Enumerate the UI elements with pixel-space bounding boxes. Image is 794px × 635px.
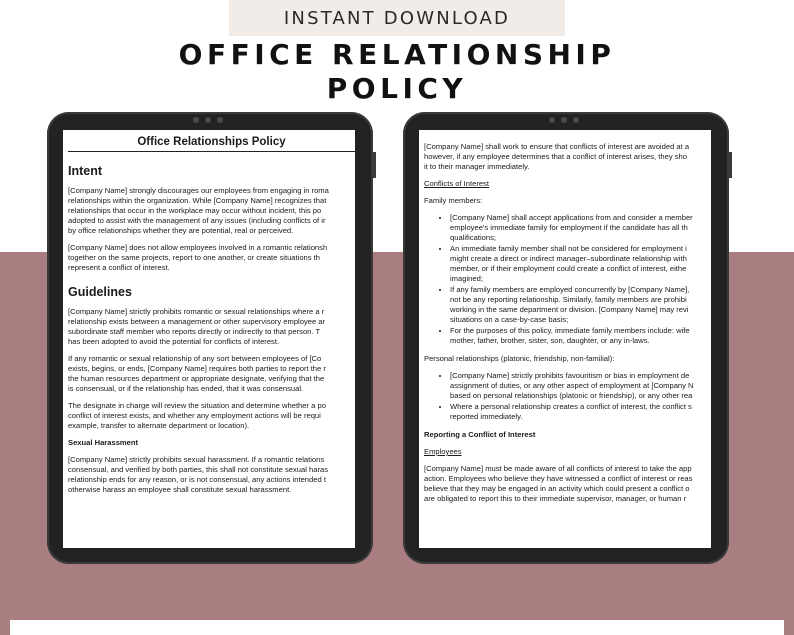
instant-download-banner (229, 0, 565, 36)
page-title-line-2: POLICY (326, 72, 468, 105)
text-line: • If any family members are employed concurrently by [Company Name], (450, 285, 690, 294)
text-line: • [Company Name] strictly prohibits favouritism or bias in employment de (450, 371, 690, 380)
right-document (424, 142, 711, 511)
camera-dot (217, 117, 223, 123)
text-line: are obligated to report this to their immediate supervisor, manager, or human r (424, 494, 687, 503)
text-line: example, transfer to alternate department or location). (68, 421, 250, 430)
text-line: might create a direct or indirect manager–subordinate relationship with (450, 254, 687, 263)
text-line: together on the same projects, report to one another, or create situations th (68, 253, 321, 262)
guidelines-paragraph-2 (68, 354, 355, 394)
text-line: [Company Name] must be made aware of all conflicts of interest to take the app (424, 464, 692, 473)
text-line: employee's immediate family for employment if the candidate has all th (450, 223, 688, 232)
text-line: relationships that occur in the workplace may occur without incident, this po (68, 206, 322, 215)
text-line: reported immediately. (450, 412, 523, 421)
text-line: relationship ends for any reason, or is not consensual, any actions intended t (68, 475, 326, 484)
employees-paragraph (424, 464, 711, 504)
guidelines-paragraph-3 (68, 401, 355, 431)
text-line: relationship exists between a management or other supervisory employee ar (68, 317, 326, 326)
banner-text: INSTANT DOWNLOAD (283, 7, 511, 29)
camera-dot (205, 117, 211, 123)
family-members-label: Family members: (424, 196, 483, 205)
tablet-right-screen (419, 130, 711, 548)
text-line: it to their manager immediately. (424, 162, 530, 171)
text-line: [Company Name] strongly discourages our employees from engaging in roma (68, 186, 329, 195)
text-line: the human resources department or appropriate designate, verifying that the (68, 374, 325, 383)
footer-strip (10, 620, 784, 635)
camera-dot (549, 117, 555, 123)
side-button (373, 152, 376, 178)
personal-relationships-label: Personal relationships (platonic, friendship, non-familial): (424, 354, 615, 363)
text-line: relationships within the organization. While [Company Name] recognizes that (68, 196, 327, 205)
sexual-harassment-heading: Sexual Harassment (68, 438, 139, 447)
document-title: Office Relationships Policy (68, 130, 355, 152)
family-members-list (424, 213, 711, 346)
conflicts-of-interest-heading: Conflicts of Interest (424, 179, 489, 188)
intent-paragraph-2 (68, 243, 355, 273)
intent-heading: Intent (68, 164, 103, 178)
side-button (729, 152, 732, 178)
harassment-paragraph (68, 455, 355, 495)
guidelines-heading: Guidelines (68, 285, 132, 299)
text-line: [Company Name] shall work to ensure that conflicts of interest are avoided at a (424, 142, 690, 151)
text-line: is consensual, or if the relationship has ended, that it was consensual. (68, 384, 304, 393)
text-line: imagined; (450, 274, 483, 283)
text-line: based on personal relationships (platonic or friendship), or any other rea (450, 391, 693, 400)
text-line: not be any reporting relationship. Similarly, family members are prohibi (450, 295, 687, 304)
list-item (450, 213, 711, 243)
text-line: consensual, and verified by both parties, this shall not constitute sexual haras (68, 465, 329, 474)
text-line: [Company Name] does not allow employees involved in a romantic relationsh (68, 243, 328, 252)
text-line: mother, father, brother, sister, son, daughter, or any in-laws. (450, 336, 650, 345)
text-line: qualifications; (450, 233, 497, 242)
list-item (450, 244, 711, 284)
reporting-conflict-heading: Reporting a Conflict of Interest (424, 430, 536, 439)
text-line: • An immediate family member shall not be considered for employment i (450, 244, 687, 253)
text-line: The designate in charge will review the situation and determine whether a po (68, 401, 326, 410)
text-line: [Company Name] strictly prohibits romantic or sexual relationships where a r (68, 307, 325, 316)
text-line: If any romantic or sexual relationship of any sort between employees of [Co (68, 354, 322, 363)
text-line: by office relationships whether they are potential, real or perceived. (68, 226, 294, 235)
list-item (450, 371, 711, 401)
intro-paragraph (424, 142, 711, 172)
text-line: assignment of duties, or any other aspect of employment at [Company N (450, 381, 694, 390)
list-item (450, 402, 711, 422)
text-line: has been adopted to avoid the potential for conflicts of interest. (68, 337, 280, 346)
text-line: subordinate staff member who reports directly or indirectly to that person. T (68, 327, 321, 336)
text-line: member, or if their employment could create a conflict of interest, eithe (450, 264, 687, 273)
guidelines-paragraph-1 (68, 307, 355, 347)
text-line: exists, begins, or ends, [Company Name] requires both parties to report the r (68, 364, 326, 373)
text-line: however, if any employee determines that a conflict of interest arises, they sho (424, 152, 687, 161)
text-line: represent a conflict of interest. (68, 263, 170, 272)
text-line: • [Company Name] shall accept applications from and consider a member (450, 213, 693, 222)
tablet-left-screen (63, 130, 355, 548)
text-line: working in the same department or division. [Company Name] may revi (450, 305, 689, 314)
text-line: • Where a personal relationship creates a conflict of interest, the conflict s (450, 402, 692, 411)
text-line: otherwise harass an employee shall constitute sexual harassment. (68, 485, 292, 494)
list-item (450, 326, 711, 346)
text-line: [Company Name] strictly prohibits sexual harassment. If a romantic relations (68, 455, 325, 464)
text-line: situations on a case-by-case basis; (450, 315, 569, 324)
camera-dot (573, 117, 579, 123)
camera-dot (193, 117, 199, 123)
intent-paragraph-1 (68, 186, 355, 236)
text-line: believe that they may be engaged in an activity which could present a conflict o (424, 484, 690, 493)
tablet-right (403, 112, 729, 564)
text-line: adopted to assist with the management of any issues (including conflicts of ir (68, 216, 326, 225)
text-line: action. Employees who believe they have witnessed a conflict of interest or reas (424, 474, 693, 483)
tablet-left (47, 112, 373, 564)
left-document (68, 130, 355, 502)
text-line: conflict of interest exists, and whether any employment actions will be requi (68, 411, 321, 420)
list-item (450, 285, 711, 325)
personal-relationships-list (424, 371, 711, 422)
text-line: • For the purposes of this policy, immediate family members include: wife (450, 326, 690, 335)
employees-heading: Employees (424, 447, 462, 456)
camera-dot (561, 117, 567, 123)
page-title-line-1: OFFICE RELATIONSHIP (178, 38, 616, 71)
